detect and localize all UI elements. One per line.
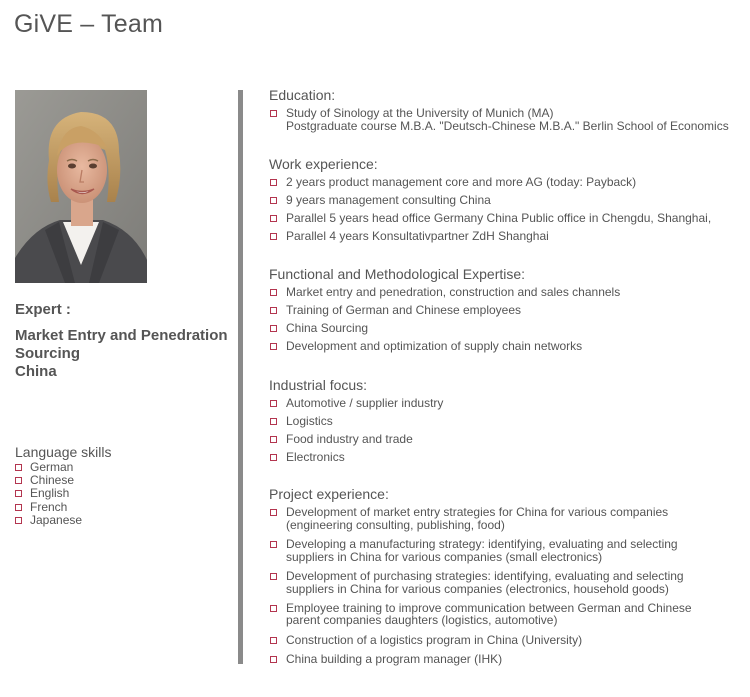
item-text: Food industry and trade (286, 432, 413, 447)
language-label: Chinese (30, 473, 75, 488)
square-bullet-icon (270, 215, 277, 222)
list-item (269, 451, 443, 464)
item-text: Electronics (286, 450, 345, 465)
item-text: Developing a manufacturing strategy: identifying, evaluating and selecting (286, 536, 678, 551)
square-bullet-icon (270, 307, 277, 314)
square-bullet-icon (270, 509, 277, 516)
section-title: Industrial focus: (269, 377, 368, 393)
square-bullet-icon (270, 436, 277, 443)
item-text: Development and optimization of supply chain networks (286, 339, 583, 354)
list-item (269, 304, 620, 317)
list-item (269, 433, 443, 446)
section-title: Functional and Methodological Expertise: (269, 266, 526, 282)
item-text: Study of Sinology at the University of Munich (MA) (286, 106, 554, 120)
square-bullet-icon (270, 289, 277, 296)
item-text: Logistics (286, 414, 333, 429)
expert-label: Expert : (15, 301, 71, 318)
list-item (269, 340, 620, 353)
item-text: Market entry and penedration, construction and sales channels (286, 285, 621, 299)
section-title: Project experience: (269, 486, 389, 502)
list-item (269, 538, 692, 564)
item-text: 9 years management consulting China (286, 193, 491, 208)
square-bullet-icon (270, 325, 277, 332)
square-bullet-icon (270, 343, 277, 350)
square-bullet-icon (270, 656, 277, 663)
item-text: parent companies daughters (logistics, automotive) (286, 613, 558, 628)
language-label: French (30, 499, 68, 514)
vertical-divider (238, 90, 243, 664)
language-label: Japanese (30, 512, 83, 527)
expert-area: Market Entry and Penedration (15, 327, 228, 344)
language-label: German (30, 460, 74, 474)
list-item (269, 506, 692, 532)
item-text: Postgraduate course M.B.A. "Deutsch-Chinese M.B.A." Berlin School of Economics (286, 119, 729, 133)
work-list (269, 176, 711, 243)
list-item (269, 602, 692, 628)
square-bullet-icon (270, 197, 277, 204)
square-bullet-icon (270, 454, 277, 461)
expert-areas (15, 327, 240, 381)
square-bullet-icon (270, 400, 277, 407)
square-bullet-icon (270, 605, 277, 612)
square-bullet-icon (270, 637, 277, 644)
square-bullet-icon (270, 110, 277, 117)
list-item (269, 415, 443, 428)
section-title: Education: (269, 87, 336, 103)
work-experience-section (269, 156, 711, 248)
list-item (269, 107, 729, 133)
list-item (269, 176, 711, 189)
item-text: Automotive / supplier industry (286, 396, 444, 410)
item-text: Parallel 5 years head office Germany China Public office in Chengdu, Shanghai, (286, 211, 712, 226)
section-title: Work experience: (269, 156, 378, 172)
item-text: Development of market entry strategies for China for various companies (286, 505, 669, 519)
list-item (269, 194, 711, 207)
square-bullet-icon (270, 179, 277, 186)
list-item (269, 634, 692, 647)
square-bullet-icon (15, 517, 22, 524)
language-skills-title: Language skills (15, 444, 112, 460)
item-text: 2 years product management core and more AG (today: Payback) (286, 175, 637, 189)
list-item (269, 212, 711, 225)
education-section (269, 87, 729, 138)
item-text: Employee training to improve communication between German and Chinese (286, 600, 692, 615)
square-bullet-icon (15, 477, 22, 484)
education-list (269, 107, 729, 133)
language-item (15, 514, 112, 527)
project-list (269, 506, 692, 665)
item-text: suppliers in China for various companies (electronics, household goods) (286, 581, 669, 596)
list-item (269, 653, 692, 666)
square-bullet-icon (270, 573, 277, 580)
page-title: GiVE – Team (14, 10, 164, 38)
project-experience-section (269, 486, 692, 672)
item-text: Parallel 4 years Konsultativpartner ZdH Shanghai (286, 229, 549, 244)
square-bullet-icon (15, 504, 22, 511)
list-item (269, 570, 692, 596)
square-bullet-icon (15, 490, 22, 497)
item-text: China Sourcing (286, 321, 369, 336)
language-skills (15, 444, 112, 527)
square-bullet-icon (270, 233, 277, 240)
expert-area: China (15, 363, 57, 380)
profile-photo (15, 90, 147, 283)
industrial-list (269, 397, 443, 464)
square-bullet-icon (270, 541, 277, 548)
functional-expertise-section (269, 266, 620, 358)
industrial-focus-section (269, 377, 443, 469)
list-item (269, 322, 620, 335)
list-item (269, 397, 443, 410)
item-text: Development of purchasing strategies: identifying, evaluating and selecting (286, 568, 684, 583)
portrait-image (15, 90, 147, 283)
square-bullet-icon (270, 418, 277, 425)
functional-list (269, 286, 620, 353)
language-list (15, 461, 112, 527)
item-text: (engineering consulting, publishing, food) (286, 517, 505, 532)
square-bullet-icon (15, 464, 22, 471)
language-label: English (30, 486, 70, 501)
expert-area: Sourcing (15, 345, 81, 362)
item-text: Training of German and Chinese employees (286, 303, 522, 318)
list-item (269, 230, 711, 243)
item-text: suppliers in China for various companies (small electronics) (286, 549, 603, 564)
list-item (269, 286, 620, 299)
item-text: China building a program manager (IHK) (286, 651, 503, 666)
item-text: Construction of a logistics program in China (University) (286, 632, 583, 647)
